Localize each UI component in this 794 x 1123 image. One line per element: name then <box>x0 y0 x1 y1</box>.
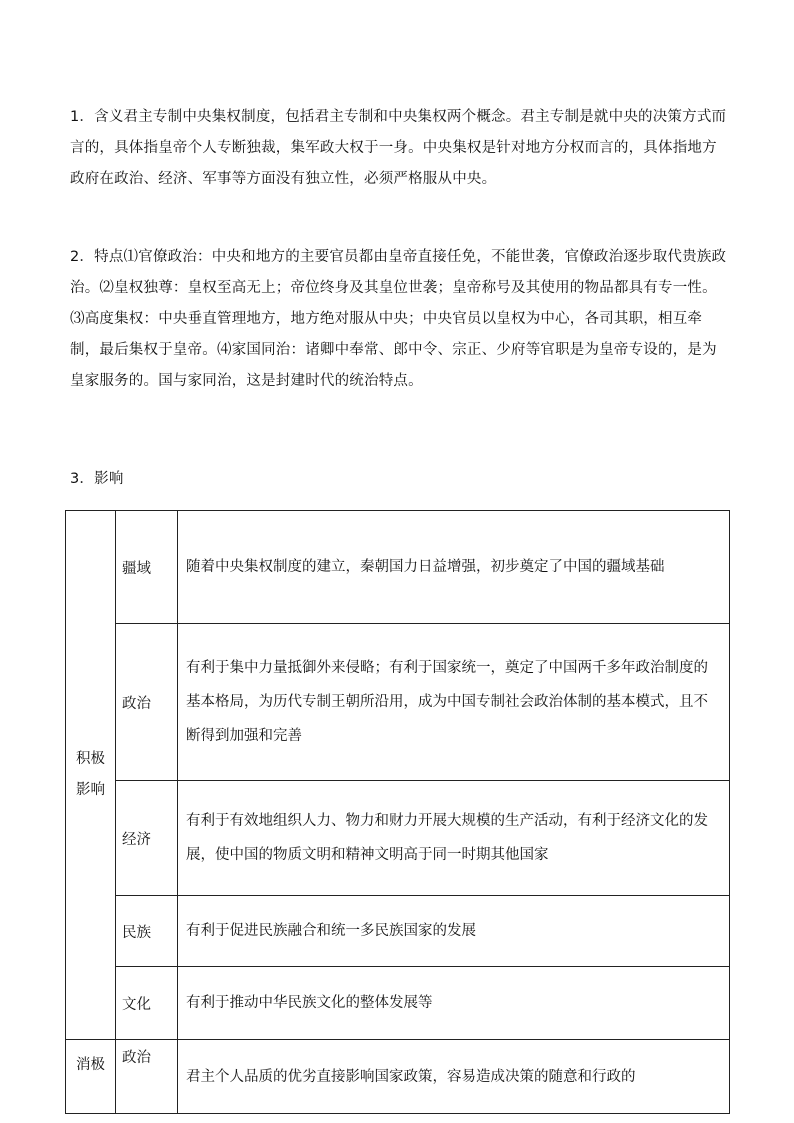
category-cell: 疆域 <box>116 511 178 624</box>
paragraph-meaning: 1．含义君主专制中央集权制度，包括君主专制和中央集权两个概念。君主专制是就中央的决策方式而言的，具体指皇帝个人专断独裁，集军政大权于一身。中央集权是针对地方分权而言的，具体指地方政府在政治、经济、军事等方面没有独立性，必须严格服从中央。 <box>70 109 727 187</box>
category-cell: 政治 <box>116 624 178 781</box>
category-cell: 民族 <box>116 896 178 967</box>
description-cell: 君主个人品质的优劣直接影响国家政策，容易造成决策的随意和行政的 <box>178 1040 730 1114</box>
impact-table <box>65 510 730 1114</box>
category-cell: 政治 <box>116 1040 178 1114</box>
table-row <box>66 624 730 781</box>
category-cell: 经济 <box>116 781 178 896</box>
table-row <box>66 781 730 896</box>
description-cell: 有利于有效地组织人力、物力和财力开展大规模的生产活动，有利于经济文化的发展，使中国的物质文明和精神文明高于同一时期其他国家 <box>178 781 730 896</box>
description-cell: 有利于促进民族融合和统一多民族国家的发展 <box>178 896 730 967</box>
negative-impact-label: 消极 <box>66 1040 116 1114</box>
table-row <box>66 967 730 1040</box>
table-row <box>66 511 730 624</box>
positive-impact-label <box>66 511 116 1040</box>
category-cell: 文化 <box>116 967 178 1040</box>
description-cell: 有利于集中力量抵御外来侵略；有利于国家统一，奠定了中国两千多年政治制度的基本格局，为历代专制王朝所沿用，成为中国专制社会政治体制的基本模式，且不断得到加强和完善 <box>178 624 730 781</box>
description-cell: 随着中央集权制度的建立，秦朝国力日益增强，初步奠定了中国的疆域基础 <box>178 511 730 624</box>
table-row <box>66 896 730 967</box>
positive-label-line1: 积极 <box>76 751 105 767</box>
description-cell: 有利于推动中华民族文化的整体发展等 <box>178 967 730 1040</box>
positive-label-line2: 影响 <box>76 782 105 798</box>
paragraph-impact-heading: 3．影响 <box>70 471 124 487</box>
table-row <box>66 1040 730 1114</box>
paragraph-features: 2．特点⑴官僚政治：中央和地方的主要官员都由皇帝直接任免，不能世袭，官僚政治逐步取代贵族政治。⑵皇权独尊：皇权至高无上；帝位终身及其皇位世袭；皇帝称号及其使用的物品都具有专一性。⑶高度集权：中央垂直管理地方，地方绝对服从中央；中央官员以皇权为中心，各司其职，相互牵制，最后集权于皇帝。⑷家国同治：诸卿中奉常、郎中令、宗正、少府等官职是为皇帝专设的，是为皇家服务的。国与家同治，这是封建时代的统治特点。 <box>70 249 727 389</box>
